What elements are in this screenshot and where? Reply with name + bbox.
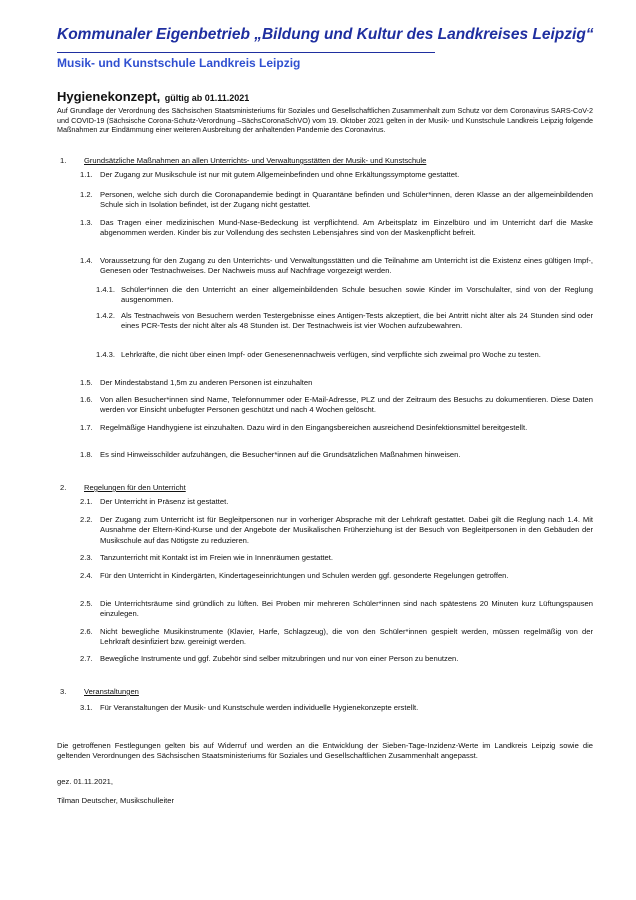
- item-text: Der Unterricht in Präsenz ist gestattet.: [100, 497, 229, 506]
- item-number: 1.4.: [80, 256, 93, 265]
- item-number: 1.1.: [80, 170, 93, 179]
- list-item: [80, 497, 593, 507]
- list-item: [80, 627, 593, 648]
- intro-paragraph: Auf Grundlage der Verordnung des Sächsischen Staatsministeriums für Soziales und Gesellschaftlichen Zusammenhalt zum Schutz vor dem Coronavirus SARS-CoV-2 und COVID-19 (Sächsische Corona-Schutz-Verordnung –SächsCoronaSchVO) vom 19. Oktober 2021 gelten in der Musik- und Kunstschule Landkreis Leipzig folgende Maßnahmen zur Eindämmung einer weiteren Ausbreitung der anhaltenden Pandemie des Coronavirus.: [57, 106, 593, 135]
- item-number: 2.6.: [80, 627, 93, 636]
- item-text: Der Zugang zum Unterricht ist für Begleitpersonen nur in vorheriger Absprache mit der Lehrkraft gestattet. Dabei gilt die Reglung nach 1.4. Mit Ausnahme der Eltern-Kind-Kurse und der Angebote der Musikalischen Früherziehung ist der Besuch von Begleitpersonen in den Gebäuden der Musikschule auf das Nötigste zu reduzieren.: [100, 515, 593, 545]
- item-text: Schüler*innen die den Unterricht an einer allgemeinbildenden Schule besuchen sowie Kinder im Vorschulalter, sind von der Reglung ausgenommen.: [121, 285, 593, 305]
- list-item: [80, 256, 593, 277]
- item-text: Voraussetzung für den Zugang zu den Unterrichts- und Verwaltungsstätten und die Teilnahme am Unterricht ist die Existenz eines gültigen Impf-, Genesen oder Testnachweises. Der Nachweis muss auf Nachfrage vorgezeigt werden.: [100, 256, 593, 276]
- list-item: [80, 395, 593, 416]
- item-text: Der Zugang zur Musikschule ist nur mit gutem Allgemeinbefinden und ohne Erkältungssymptome gestattet.: [100, 170, 460, 179]
- list-item: [80, 571, 593, 581]
- section-heading-text: Grundsätzliche Maßnahmen an allen Unterrichts- und Verwaltungsstätten der Musik- und Kunstschule: [84, 156, 427, 165]
- item-number: 1.4.2.: [96, 311, 115, 320]
- list-item: [80, 423, 593, 433]
- item-number: 2.4.: [80, 571, 93, 580]
- item-number: 2.2.: [80, 515, 93, 524]
- section-heading-text: Regelungen für den Unterricht: [84, 483, 186, 492]
- item-number: 1.6.: [80, 395, 93, 404]
- list-item: [80, 599, 593, 620]
- item-text: Lehrkräfte, die nicht über einen Impf- oder Genesenennachweis verfügen, sind verpflichte sich zweimal pro Woche zu testen.: [121, 350, 541, 359]
- list-item: [80, 378, 593, 388]
- item-text: Für den Unterricht in Kindergärten, Kindertageseinrichtungen und Schulen werden ggf. gesonderte Regelungen getroffen.: [100, 571, 509, 580]
- section-number: 3.: [60, 687, 67, 696]
- item-text: Regelmäßige Handhygiene ist einzuhalten. Dazu wird in den Eingangsbereichen ausreichend Desinfektionsmittel bereitgestellt.: [100, 423, 528, 432]
- item-number: 1.2.: [80, 190, 93, 199]
- item-text: Es sind Hinweisschilder aufzuhängen, die Besucher*innen auf die Grundsätzlichen Maßnahmen hinweisen.: [100, 450, 461, 459]
- section-number: 2.: [60, 483, 67, 492]
- list-item: [80, 654, 593, 664]
- document-title: [57, 88, 249, 106]
- section-number: 1.: [60, 156, 67, 165]
- item-number: 1.3.: [80, 218, 93, 227]
- item-text: Der Mindestabstand 1,5m zu anderen Personen ist einzuhalten: [100, 378, 313, 387]
- list-item: [96, 350, 593, 360]
- section-heading-text: Veranstaltungen: [84, 687, 139, 696]
- item-text: Bewegliche Instrumente und ggf. Zubehör sind selber mitzubringen und nur von einer Person zu benutzen.: [100, 654, 459, 663]
- item-number: 2.5.: [80, 599, 93, 608]
- item-text: Das Tragen einer medizinischen Mund-Nase-Bedeckung ist verpflichtend. Am Arbeitsplatz im Einzelbüro und im Unterricht darf die Maske abgenommen werden. Kinder bis zur Vollendung des sechsten Lebensjahres sind von der Maskenpflicht befreit.: [100, 218, 593, 238]
- section-heading: [60, 687, 139, 696]
- signature-name: Tilman Deutscher, Musikschulleiter: [57, 796, 175, 805]
- header-rule: [57, 52, 435, 53]
- list-item: [80, 218, 593, 239]
- list-item: [80, 170, 593, 180]
- section-heading: [60, 156, 426, 165]
- document-title-main: Hygienekonzept,: [57, 89, 161, 104]
- list-item: [96, 311, 593, 332]
- item-number: 2.3.: [80, 553, 93, 562]
- closing-paragraph: Die getroffenen Festlegungen gelten bis auf Widerruf und werden an die Entwicklung der Sieben-Tage-Inzidenz-Werte im Landkreis Leipzig sowie die geltenden Verordnungen des Sächsischen Staatsministeriums für Soziales und Gesellschaftlichen Zusammenhalt angepasst.: [57, 741, 593, 761]
- list-item: [80, 190, 593, 211]
- item-number: 1.7.: [80, 423, 93, 432]
- item-text: Von allen Besucher*innen sind Name, Telefonnummer oder E-Mail-Adresse, PLZ und der Zeitraum des Besuchs zu dokumentieren. Diese Daten werden vor Einsicht unbefugter Personen geschützt und nach 4 Wochen gelöscht.: [100, 395, 593, 415]
- item-number: 3.1.: [80, 703, 93, 712]
- item-text: Die Unterrichtsräume sind gründlich zu lüften. Bei Proben mir mehreren Schüler*innen sind nach spätestens 20 Minuten kurz Lüftungspausen einzulegen.: [100, 599, 593, 619]
- list-item: [80, 553, 593, 563]
- list-item: [80, 703, 593, 713]
- list-item: [80, 515, 593, 546]
- section-heading: [60, 483, 186, 492]
- item-number: 1.5.: [80, 378, 93, 387]
- item-number: 2.1.: [80, 497, 93, 506]
- item-number: 1.8.: [80, 450, 93, 459]
- list-item: [80, 450, 593, 460]
- item-text: Tanzunterricht mit Kontakt ist im Freien wie in Innenräumen gestattet.: [100, 553, 333, 562]
- item-text: Als Testnachweis von Besuchern werden Testergebnisse eines Antigen-Tests akzeptiert, die bei Antritt nicht älter als 24 Stunden sind oder eines PCR-Tests der nicht älter als 48 Stunden ist. Der Testnachweis ist vier Wochen aufzubewahren.: [121, 311, 593, 331]
- item-number: 1.4.3.: [96, 350, 115, 359]
- list-item: [96, 285, 593, 306]
- signature-date: gez. 01.11.2021,: [57, 777, 114, 786]
- item-number: 1.4.1.: [96, 285, 115, 294]
- item-text: Nicht bewegliche Musikinstrumente (Klavier, Harfe, Schlagzeug), die von den Schüler*innen gespielt werden, müssen regelmäßig von der Lehrkraft desinfiziert bzw. gereinigt werden.: [100, 627, 593, 647]
- header-subtitle: Musik- und Kunstschule Landkreis Leipzig: [57, 56, 301, 70]
- item-number: 2.7.: [80, 654, 93, 663]
- item-text: Personen, welche sich durch die Coronapandemie bedingt in Quarantäne befinden und Schüler*innen, deren Klasse an der allgemeinbildenden Schule sich in Isolation befindet, ist der Zugang nicht gestattet.: [100, 190, 593, 210]
- document-validity: gültig ab 01.11.2021: [164, 93, 250, 103]
- item-text: Für Veranstaltungen der Musik- und Kunstschule werden individuelle Hygienekonzepte erstellt.: [100, 703, 419, 712]
- header-title: Kommunaler Eigenbetrieb „Bildung und Kultur des Landkreises Leipzig“: [57, 26, 594, 43]
